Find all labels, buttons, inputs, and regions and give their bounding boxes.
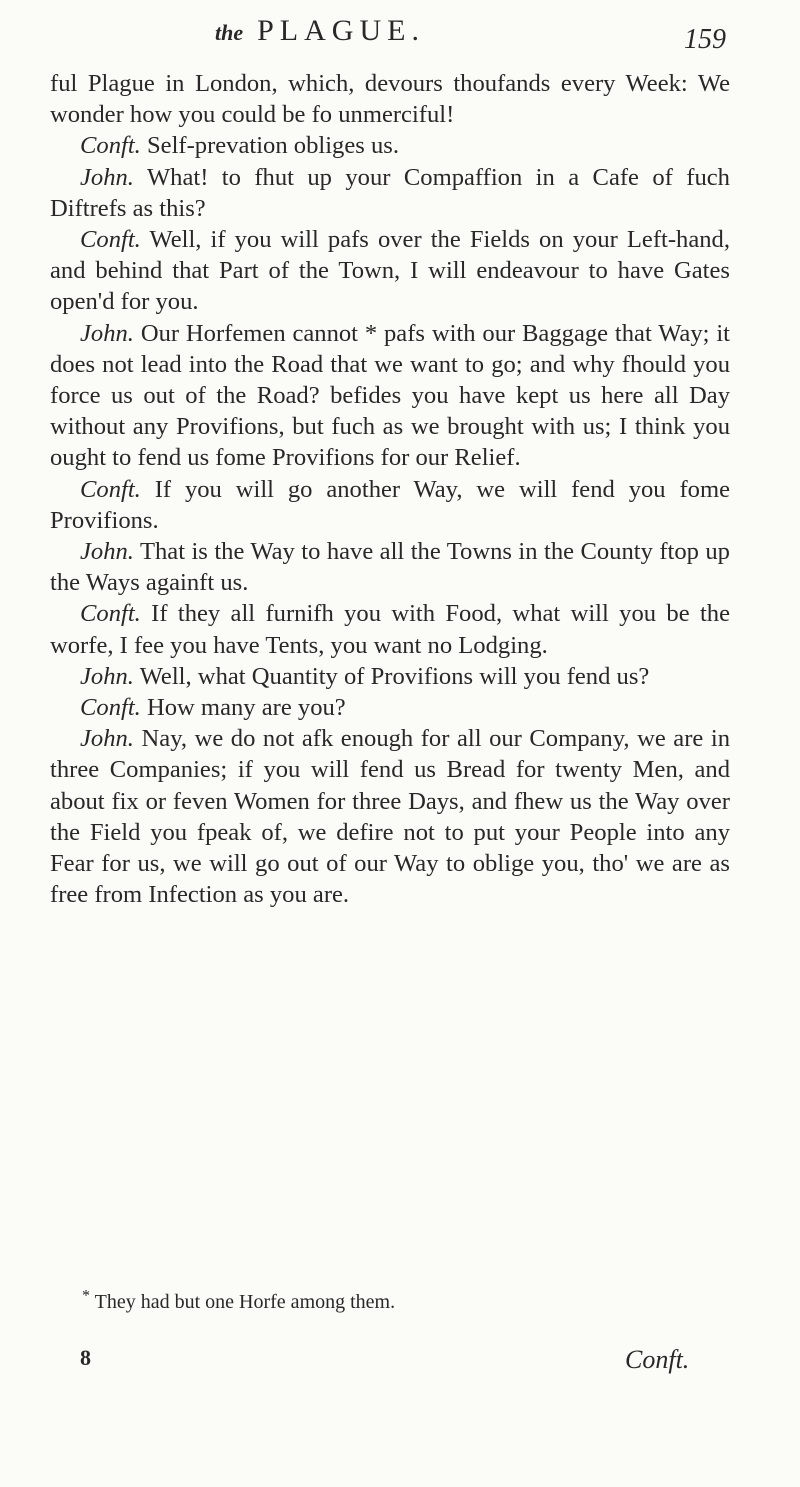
paragraph-text: Well, if you will pafs over the Fields on your Left-hand, and behind that Part of the Town, I will endeavour to have Gates open'd for you. — [50, 226, 730, 316]
catchword: Conft. — [625, 1345, 690, 1374]
signature-mark: 8 — [80, 1345, 91, 1370]
footnote-text: They had but one Horfe among them. — [94, 1291, 396, 1313]
speaker-name: Conft. — [80, 694, 141, 722]
running-head-article: the — [215, 20, 244, 45]
footnote-marker: * — [82, 1287, 90, 1305]
page-header — [0, 14, 800, 64]
speaker-name: John. — [80, 538, 134, 566]
paragraph-text: What! to fhut up your Compaffion in a Cafe of fuch Diftrefs as this? — [50, 163, 730, 222]
paragraph — [50, 536, 730, 598]
paragraph-text: ful Plague in London, which, devours thoufands every Week: We wonder how you could be fo unmerciful! — [50, 70, 730, 129]
speaker-name: Conft. — [80, 600, 141, 628]
paragraph — [50, 692, 730, 723]
paragraph-text: If you will go another Way, we will fend you fome Provifions. — [50, 475, 730, 534]
paragraph-text: How many are you? — [146, 694, 346, 722]
speaker-name: Conft. — [80, 132, 141, 160]
speaker-name: Conft. — [80, 475, 141, 503]
speaker-name: John. — [80, 319, 134, 347]
paragraph-text: Our Horfemen cannot * pafs with our Baggage that Way; it does not lead into the Road that we want to go; and why fhould you force us out of the Road? befides you have kept us here all Day without any Provifions, but fuch as we brought with us; I think you ought to fend us fome Provifions for our Relief. — [50, 319, 730, 472]
paragraph — [50, 598, 730, 660]
body-text — [50, 68, 730, 910]
running-head-title: PLAGUE. — [257, 14, 425, 47]
paragraph-text: If they all furnifh you with Food, what will you be the worfe, I fee you have Tents, you want no Lodging. — [50, 600, 730, 659]
paragraph-text: Well, what Quantity of Provifions will you fend us? — [139, 662, 650, 690]
speaker-name: Conft. — [80, 226, 141, 254]
paragraph — [50, 224, 730, 318]
page-footer — [0, 1345, 800, 1385]
running-head — [215, 14, 425, 48]
paragraph — [50, 318, 730, 474]
speaker-name: John. — [80, 163, 134, 191]
paragraph-text: That is the Way to have all the Towns in the County ftop up the Ways againft us. — [50, 538, 730, 597]
speaker-name: John. — [80, 662, 134, 690]
paragraph — [50, 162, 730, 224]
speaker-name: John. — [80, 725, 134, 753]
paragraph — [50, 130, 730, 161]
paragraph — [50, 68, 730, 130]
paragraph-text: Self-prevation obliges us. — [146, 132, 400, 160]
footnote — [50, 1289, 730, 1315]
paragraph — [50, 474, 730, 536]
paragraph — [50, 723, 730, 910]
page-number: 159 — [684, 24, 726, 55]
paragraph — [50, 661, 730, 692]
paragraph-text: Nay, we do not afk enough for all our Company, we are in three Companies; if you will fend us Bread for twenty Men, and about fix or feven Women for three Days, and fhew us the Way over the Field you fpeak of, we defire not to put your People into any Fear for us, we will go out of our Way to oblige you, tho' we are as free from Infection as you are. — [50, 725, 730, 909]
